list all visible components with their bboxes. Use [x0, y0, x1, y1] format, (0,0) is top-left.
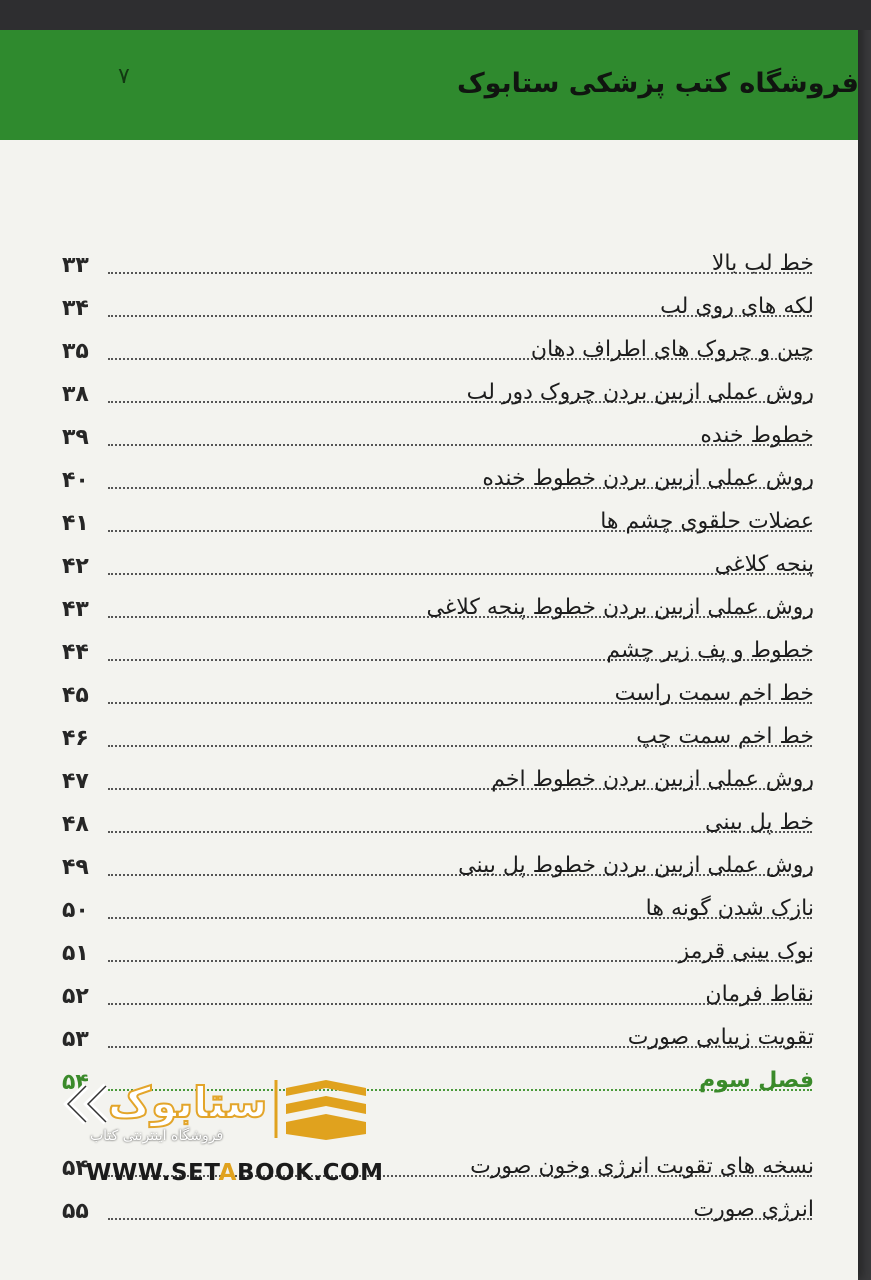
toc-row — [0, 627, 858, 671]
toc-page: ۴۳ — [62, 597, 89, 622]
toc-row — [0, 326, 858, 370]
toc-row — [0, 885, 858, 929]
toc-row — [0, 842, 858, 886]
toc-row — [0, 240, 858, 284]
url-prefix: WWW.SET — [86, 1160, 219, 1186]
watermark-url — [86, 1160, 383, 1186]
toc-row — [0, 369, 858, 413]
toc-row — [0, 498, 858, 542]
book-stack-icon — [272, 1078, 368, 1140]
toc-title: خط پل بینی — [705, 810, 814, 835]
toc-page: ۳۳ — [62, 253, 89, 278]
toc-page: ۴۹ — [62, 855, 89, 880]
toc-title: نقاط فرمان — [705, 982, 814, 1007]
toc-title: روش عملی ازبین بردن خطوط پل بینی — [458, 853, 814, 878]
toc-row — [0, 283, 858, 327]
toc-row — [0, 756, 858, 800]
dot-leader — [108, 573, 812, 575]
toc-page: ۴۴ — [62, 640, 89, 665]
toc-title: پنجه کلاغی — [714, 552, 814, 577]
toc-row — [0, 412, 858, 456]
toc-page: ۴۰ — [62, 468, 89, 493]
toc-row — [0, 455, 858, 499]
toc-title: انرژی صورت — [693, 1197, 814, 1222]
toc-page: ۳۸ — [62, 382, 89, 407]
toc-title: خط لب بالا — [711, 251, 814, 276]
toc-row — [0, 541, 858, 585]
toc-page: ۴۵ — [62, 683, 89, 708]
toc-title: لکه های روی لب — [660, 294, 814, 319]
page-number: ۷ — [118, 64, 130, 89]
toc-title: روش عملی ازبین بردن خطوط خنده — [482, 466, 814, 491]
toc-row — [0, 1014, 858, 1058]
toc-row — [0, 928, 858, 972]
toc-page: ۴۸ — [62, 812, 89, 837]
toc-title: چین و چروک های اطراف دهان — [530, 337, 814, 362]
toc-page: ۴۷ — [62, 769, 89, 794]
toc-title: خطوط خنده — [700, 423, 814, 448]
toc-title: عضلات حلقوی چشم ها — [600, 509, 814, 534]
url-accent: A — [218, 1160, 237, 1186]
toc-row — [0, 799, 858, 843]
toc-title: خطوط و پف زیر چشم — [606, 638, 814, 663]
toc-page: ۴۱ — [62, 511, 89, 536]
toc-page: ۳۹ — [62, 425, 89, 450]
toc-page: ۵۴ — [62, 1070, 89, 1095]
toc-title: نسخه های تقویت انرژی وخون صورت — [470, 1154, 814, 1179]
url-suffix: BOOK.COM — [236, 1160, 384, 1186]
toc-row — [0, 584, 858, 628]
toc-title: خط اخم سمت چپ — [636, 724, 814, 749]
toc-row — [0, 971, 858, 1015]
toc-page: ۴۶ — [62, 726, 89, 751]
store-name: فروشگاه کتب پزشکی ستابوک — [456, 68, 859, 99]
toc-page: ۵۰ — [62, 898, 89, 923]
dot-leader — [108, 272, 812, 274]
toc-page: ۵۲ — [62, 984, 89, 1009]
watermark-brand: ستابوک — [108, 1078, 268, 1127]
toc-page: ۳۵ — [62, 339, 89, 364]
watermark-subtitle: فروشگاه اینترنتی کتاب — [90, 1128, 224, 1144]
toc-title: تقویت زیبایی صورت — [627, 1025, 814, 1050]
chapter-title: فصل سوم — [699, 1068, 814, 1093]
toc-row — [0, 670, 858, 714]
setabook-watermark — [60, 1070, 384, 1200]
toc-page: ۵۳ — [62, 1027, 89, 1052]
toc-page: ۵۱ — [62, 941, 89, 966]
toc-title: روش عملی ازبین بردن خطوط اخم — [491, 767, 814, 792]
toc-page: ۵۵ — [62, 1199, 89, 1224]
toc-page: ۳۴ — [62, 296, 89, 321]
toc-title: خط اخم سمت راست — [614, 681, 814, 706]
toc-title: نازک شدن گونه ها — [645, 896, 814, 921]
toc-title: روش عملی ازبین بردن خطوط پنجه کلاغی — [426, 595, 814, 620]
toc-page: ۴۲ — [62, 554, 89, 579]
toc-title: نوک بینی قرمز — [678, 939, 814, 964]
toc-row — [0, 713, 858, 757]
toc-page: ۵۴ — [62, 1156, 89, 1181]
toc-title: روش عملی ازبین بردن چروک دور لب — [466, 380, 814, 405]
